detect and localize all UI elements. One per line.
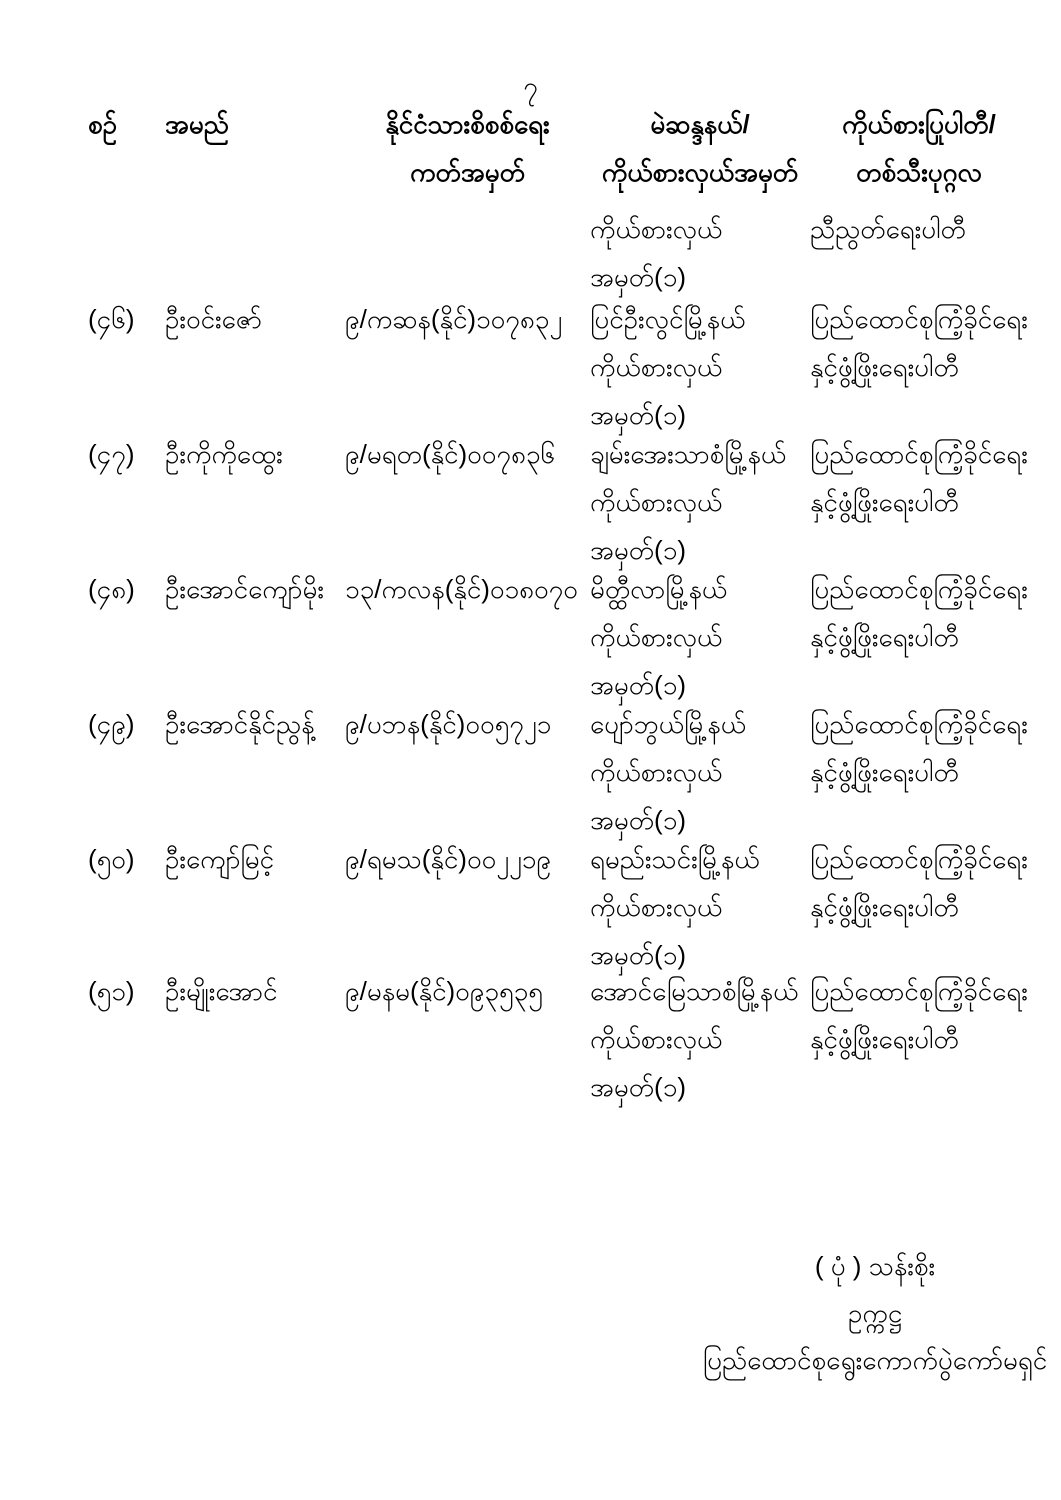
row-nrc: ၉/ပဘန(နိုင်)၀၀၅၇၂၁ bbox=[345, 709, 552, 739]
row-seq: (၅၁) bbox=[88, 976, 135, 1006]
constituency-township: ပျော်ဘွယ်မြို့နယ် bbox=[590, 709, 746, 739]
row-name: ဦးအောင်နိုင်ညွန့် bbox=[165, 709, 315, 739]
header-party-line1: ကိုယ်စားပြုပါတီ/ bbox=[842, 109, 996, 139]
row-seq: (၄၉) bbox=[88, 709, 135, 739]
party-line2: နှင့်ဖွံ့ဖြိုးရေးပါတီ bbox=[810, 757, 959, 787]
row-constituency bbox=[590, 565, 810, 709]
row-nrc: ၉/ရမသ(နိုင်)၀၀၂၂၁၉ bbox=[345, 844, 551, 874]
row-constituency bbox=[590, 205, 810, 301]
row-name: ဦးကျော်မြင့် bbox=[165, 844, 275, 874]
party-line1: ပြည်ထောင်စုကြံ့ခိုင်ရေး bbox=[810, 574, 1028, 604]
header-name: အမည် bbox=[165, 109, 229, 139]
party-line1: ပြည်ထောင်စုကြံ့ခိုင်ရေး bbox=[810, 976, 1028, 1006]
constituency-line2: ကိုယ်စားလှယ် bbox=[590, 757, 723, 787]
header-party bbox=[810, 100, 1028, 196]
row-constituency bbox=[590, 700, 810, 844]
row-name: ဦးအောင်ကျော်မိုး bbox=[165, 574, 324, 604]
row-party bbox=[810, 967, 1028, 1063]
constituency-line2: အမှတ်(၁) bbox=[590, 262, 686, 292]
signature-name: ( ပုံ ) သန်းစိုး bbox=[814, 1251, 936, 1281]
constituency-line3: အမှတ်(၁) bbox=[590, 400, 686, 430]
row-nrc: ၉/မရတ(နိုင်)၀၀၇၈၃၆ bbox=[345, 439, 556, 469]
party-line2: နှင့်ဖွံ့ဖြိုးရေးပါတီ bbox=[810, 622, 959, 652]
party-line1: ပြည်ထောင်စုကြံ့ခိုင်ရေး bbox=[810, 844, 1028, 874]
party-line1: ပြည်ထောင်စုကြံ့ခိုင်ရေး bbox=[810, 304, 1028, 334]
row-seq: (၄၈) bbox=[88, 574, 135, 604]
table-header bbox=[88, 100, 1028, 196]
row-name: ဦးမျိုးအောင် bbox=[165, 976, 278, 1006]
row-constituency bbox=[590, 835, 810, 979]
party-line1: ပြည်ထောင်စုကြံ့ခိုင်ရေး bbox=[810, 439, 1028, 469]
header-nrc-line1: နိုင်ငံသားစိစစ်ရေး bbox=[385, 109, 550, 139]
row-nrc: ၁၃/ကလန(နိုင်)၀၁၈၀၇၀ bbox=[345, 574, 578, 604]
row-constituency bbox=[590, 430, 810, 574]
constituency-line3: အမှတ်(၁) bbox=[590, 670, 686, 700]
row-seq: (၄၆) bbox=[88, 304, 135, 334]
constituency-line2: ကိုယ်စားလှယ် bbox=[590, 892, 723, 922]
row-seq: (၅၀) bbox=[88, 844, 135, 874]
constituency-township: ရမည်းသင်းမြို့နယ် bbox=[590, 844, 760, 874]
party-line2: နှင့်ဖွံ့ဖြိုးရေးပါတီ bbox=[810, 352, 959, 382]
row-name: ဦးကိုကိုထွေး bbox=[165, 439, 283, 469]
row-name: ဦးဝင်းဇော် bbox=[165, 304, 262, 334]
header-constituency-line2: ကိုယ်စားလှယ်အမှတ် bbox=[601, 157, 799, 187]
table-row bbox=[88, 295, 1028, 439]
header-party-line2: တစ်သီးပုဂ္ဂလ bbox=[856, 157, 982, 187]
row-nrc: ၉/မနမ(နိုင်)၀၉၃၅၃၅ bbox=[345, 976, 543, 1006]
page-number: ၇ bbox=[523, 71, 538, 101]
party-line2: နှင့်ဖွံ့ဖြိုးရေးပါတီ bbox=[810, 1024, 959, 1054]
table-row bbox=[88, 835, 1028, 979]
constituency-line2: ကိုယ်စားလှယ် bbox=[590, 352, 723, 382]
header-constituency bbox=[590, 100, 810, 196]
party-line1: ညီညွတ်ရေးပါတီ bbox=[810, 214, 966, 244]
table-row bbox=[88, 700, 1028, 844]
row-party bbox=[810, 205, 1028, 253]
table-row bbox=[88, 967, 1028, 1111]
constituency-line3: အမှတ်(၁) bbox=[590, 535, 686, 565]
row-nrc: ၉/ကဆန(နိုင်)၁၀၇၈၃၂ bbox=[345, 304, 563, 334]
constituency-line2: ကိုယ်စားလှယ် bbox=[590, 1024, 723, 1054]
row-party bbox=[810, 835, 1028, 931]
party-line1: ပြည်ထောင်စုကြံ့ခိုင်ရေး bbox=[810, 709, 1028, 739]
row-party bbox=[810, 430, 1028, 526]
constituency-line3: အမှတ်(၁) bbox=[590, 805, 686, 835]
row-constituency bbox=[590, 295, 810, 439]
party-line2: နှင့်ဖွံ့ဖြိုးရေးပါတီ bbox=[810, 487, 959, 517]
constituency-line1: ကိုယ်စားလှယ် bbox=[590, 214, 723, 244]
constituency-township: ပြင်ဦးလွင်မြို့နယ် bbox=[590, 304, 746, 334]
row-party bbox=[810, 565, 1028, 661]
table-row-carryover bbox=[88, 205, 1028, 301]
row-constituency bbox=[590, 967, 810, 1111]
table-row bbox=[88, 565, 1028, 709]
signature-block bbox=[635, 1243, 1061, 1384]
header-nrc bbox=[345, 100, 590, 196]
row-party bbox=[810, 700, 1028, 796]
party-line2: နှင့်ဖွံ့ဖြိုးရေးပါတီ bbox=[810, 892, 959, 922]
header-seq: စဉ် bbox=[88, 109, 118, 139]
constituency-township: ချမ်းအေးသာစံမြို့နယ် bbox=[590, 439, 787, 469]
constituency-township: မိတ္ထီလာမြို့နယ် bbox=[590, 574, 728, 604]
constituency-line3: အမှတ်(၁) bbox=[590, 940, 686, 970]
constituency-line2: ကိုယ်စားလှယ် bbox=[590, 487, 723, 517]
constituency-township: အောင်မြေသာစံမြို့နယ် bbox=[590, 976, 799, 1006]
header-constituency-line1: မဲဆန္ဒနယ်/ bbox=[650, 109, 750, 139]
signature-organization: ပြည်ထောင်စုရွေးကောက်ပွဲကော်မရှင် bbox=[702, 1345, 1048, 1375]
constituency-line3: အမှတ်(၁) bbox=[590, 1072, 686, 1102]
constituency-line2: ကိုယ်စားလှယ် bbox=[590, 622, 723, 652]
row-seq: (၄၇) bbox=[88, 439, 135, 469]
row-party bbox=[810, 295, 1028, 391]
table-row bbox=[88, 430, 1028, 574]
signature-title: ဥက္ကဋ္ဌ bbox=[848, 1298, 902, 1328]
header-nrc-line2: ကတ်အမှတ် bbox=[410, 157, 525, 187]
